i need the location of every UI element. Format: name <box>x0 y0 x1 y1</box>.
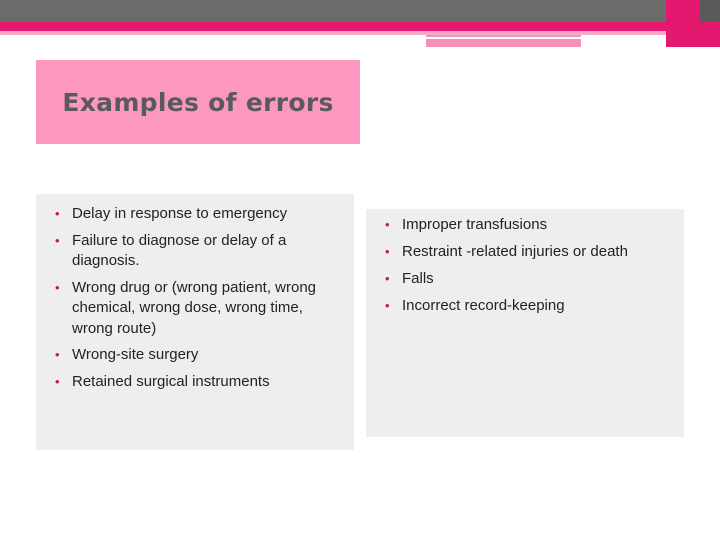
list-item-text: Failure to diagnose or delay of a diagnosis. <box>72 231 287 269</box>
list-item <box>384 296 676 317</box>
list-item-text: Falls <box>402 270 434 287</box>
list-item <box>54 204 346 225</box>
right-content-panel <box>366 209 684 437</box>
decorative-corner-gray <box>700 0 720 22</box>
list-item-text: Improper transfusions <box>402 216 548 233</box>
list-item <box>54 345 346 366</box>
list-item-text: Wrong-site surgery <box>72 346 199 363</box>
right-bullet-list <box>384 215 676 317</box>
header-bar-pink <box>0 22 720 31</box>
bullet-icon: • <box>55 279 60 295</box>
list-item-text: Incorrect record-keeping <box>402 297 565 314</box>
header-bar-pink-light <box>0 31 720 35</box>
list-item-text: Wrong drug or (wrong patient, wrong chemical, wrong dose, wrong time, wrong route) <box>72 278 317 337</box>
list-item <box>54 278 346 340</box>
list-item <box>54 372 346 393</box>
list-item <box>384 215 676 236</box>
bullet-icon: • <box>55 232 60 248</box>
list-item-text: Restraint -related injuries or death <box>402 243 628 260</box>
bullet-icon: • <box>55 373 60 389</box>
list-item <box>384 269 676 290</box>
decorative-line <box>426 37 666 39</box>
list-item-text: Retained surgical instruments <box>72 372 270 390</box>
left-content-panel <box>36 194 354 450</box>
bullet-icon: • <box>385 217 390 232</box>
bullet-icon: • <box>385 298 390 313</box>
bullet-icon: • <box>55 347 60 362</box>
slide-title: Examples of errors <box>62 87 334 117</box>
title-box <box>36 60 360 144</box>
list-item <box>384 242 676 263</box>
left-bullet-list <box>54 204 346 392</box>
header-bar-gray <box>0 0 720 22</box>
bullet-icon: • <box>55 206 60 221</box>
list-item-text: Delay in response to emergency <box>72 205 288 222</box>
bullet-icon: • <box>385 244 390 259</box>
list-item <box>54 231 346 272</box>
bullet-icon: • <box>385 271 390 286</box>
